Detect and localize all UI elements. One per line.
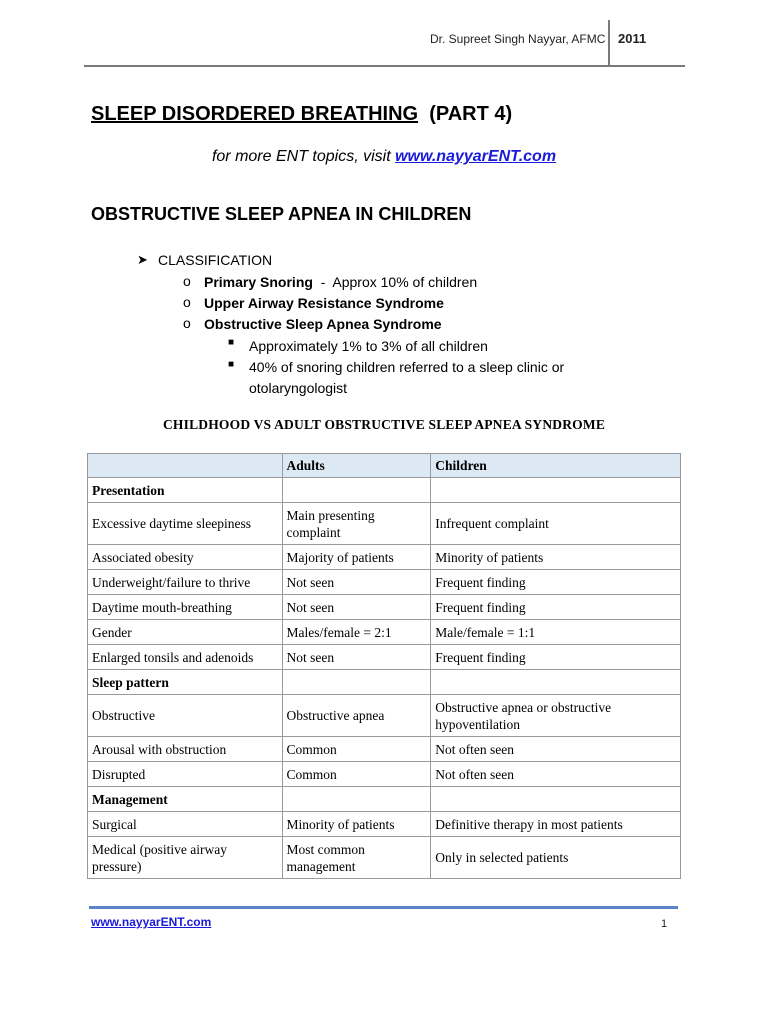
table-cell: Arousal with obstruction <box>88 737 283 762</box>
table-cell: Minority of patients <box>431 545 681 570</box>
table-cell: Frequent finding <box>431 570 681 595</box>
table-row <box>88 503 681 545</box>
sub-list-item: 40% of snoring children referred to a sleep clinic or <box>249 359 565 375</box>
table-cell: Disrupted <box>88 762 283 787</box>
header-rule <box>84 65 685 67</box>
table-cell: Management <box>88 787 283 812</box>
table-cell: Obstructive <box>88 695 283 737</box>
classification-label: CLASSIFICATION <box>158 252 273 268</box>
table-cell <box>282 787 431 812</box>
section-title: OBSTRUCTIVE SLEEP APNEA IN CHILDREN <box>91 204 472 224</box>
table-cell: Underweight/failure to thrive <box>88 570 283 595</box>
sub-list-item-continued: otolaryngologist <box>249 380 348 396</box>
table-header-row <box>88 454 681 478</box>
table-cell: Gender <box>88 620 283 645</box>
subtitle <box>0 148 768 166</box>
title-part: (PART 4) <box>429 103 513 125</box>
table-cell: Frequent finding <box>431 645 681 670</box>
page-number: 1 <box>661 918 668 930</box>
table-section-row <box>88 670 681 695</box>
circle-bullet-icon: o <box>183 315 191 331</box>
table-cell: Frequent finding <box>431 595 681 620</box>
list-item: Primary Snoring - Approx 10% of children <box>204 274 478 290</box>
table-cell: Minority of patients <box>282 812 431 837</box>
table-heading: CHILDHOOD VS ADULT OBSTRUCTIVE SLEEP APNEA SYNDROME <box>162 417 606 432</box>
table-cell: Enlarged tonsils and adenoids <box>88 645 283 670</box>
table-cell: Males/female = 2:1 <box>282 620 431 645</box>
table-row <box>88 645 681 670</box>
table-cell: Not often seen <box>431 762 681 787</box>
table-cell: Not seen <box>282 645 431 670</box>
table-cell <box>431 670 681 695</box>
table-cell: Not often seen <box>431 737 681 762</box>
table-section-row <box>88 478 681 503</box>
title-main: SLEEP DISORDERED BREATHING <box>91 103 419 125</box>
table-row <box>88 545 681 570</box>
sub-list-item: Approximately 1% to 3% of all children <box>249 338 488 354</box>
header-divider <box>608 20 610 67</box>
table-cell <box>431 478 681 503</box>
header-author: Dr. Supreet Singh Nayyar, AFMC <box>430 32 606 46</box>
table-cell: Infrequent complaint <box>431 503 681 545</box>
table-cell: Most common management <box>282 837 431 879</box>
table-cell: Excessive daytime sleepiness <box>88 503 283 545</box>
table-header-cell <box>88 454 283 478</box>
circle-bullet-icon: o <box>183 273 191 289</box>
comparison-table <box>87 453 681 879</box>
circle-bullet-icon: o <box>183 294 191 310</box>
table-cell <box>282 478 431 503</box>
table-cell: Obstructive apnea <box>282 695 431 737</box>
table-cell: Definitive therapy in most patients <box>431 812 681 837</box>
subtitle-link[interactable]: www.nayyarENT.com <box>395 148 557 165</box>
table-cell: Sleep pattern <box>88 670 283 695</box>
table-cell: Common <box>282 762 431 787</box>
table-cell: Associated obesity <box>88 545 283 570</box>
table-cell: Majority of patients <box>282 545 431 570</box>
table-cell: Male/female = 1:1 <box>431 620 681 645</box>
footer-rule <box>89 906 678 909</box>
table-cell: Presentation <box>88 478 283 503</box>
table-row <box>88 620 681 645</box>
footer-link[interactable]: www.nayyarENT.com <box>91 915 212 929</box>
page-title <box>91 103 512 126</box>
list-item: Obstructive Sleep Apnea Syndrome <box>204 316 442 332</box>
table-cell: Daytime mouth-breathing <box>88 595 283 620</box>
table-row <box>88 570 681 595</box>
table-row <box>88 812 681 837</box>
square-bullet-icon: ■ <box>228 359 235 370</box>
table-row <box>88 737 681 762</box>
table-cell: Not seen <box>282 570 431 595</box>
arrow-bullet-icon: ➤ <box>137 252 148 267</box>
table-cell <box>282 670 431 695</box>
table-cell: Surgical <box>88 812 283 837</box>
square-bullet-icon: ■ <box>228 337 235 348</box>
header-year: 2011 <box>618 31 647 46</box>
table-row <box>88 837 681 879</box>
table-cell: Common <box>282 737 431 762</box>
table-row <box>88 595 681 620</box>
table-row <box>88 695 681 737</box>
table-cell: Not seen <box>282 595 431 620</box>
table-section-row <box>88 787 681 812</box>
table-cell: Only in selected patients <box>431 837 681 879</box>
list-item: Upper Airway Resistance Syndrome <box>204 295 444 311</box>
subtitle-text: for more ENT topics, visit <box>211 148 396 165</box>
table-cell: Main presenting complaint <box>282 503 431 545</box>
table-header-cell: Adults <box>282 454 431 478</box>
table-row <box>88 762 681 787</box>
table-cell <box>431 787 681 812</box>
table-cell: Medical (positive airway pressure) <box>88 837 283 879</box>
table-cell: Obstructive apnea or obstructive hypoventilation <box>431 695 681 737</box>
table-header-cell: Children <box>431 454 681 478</box>
